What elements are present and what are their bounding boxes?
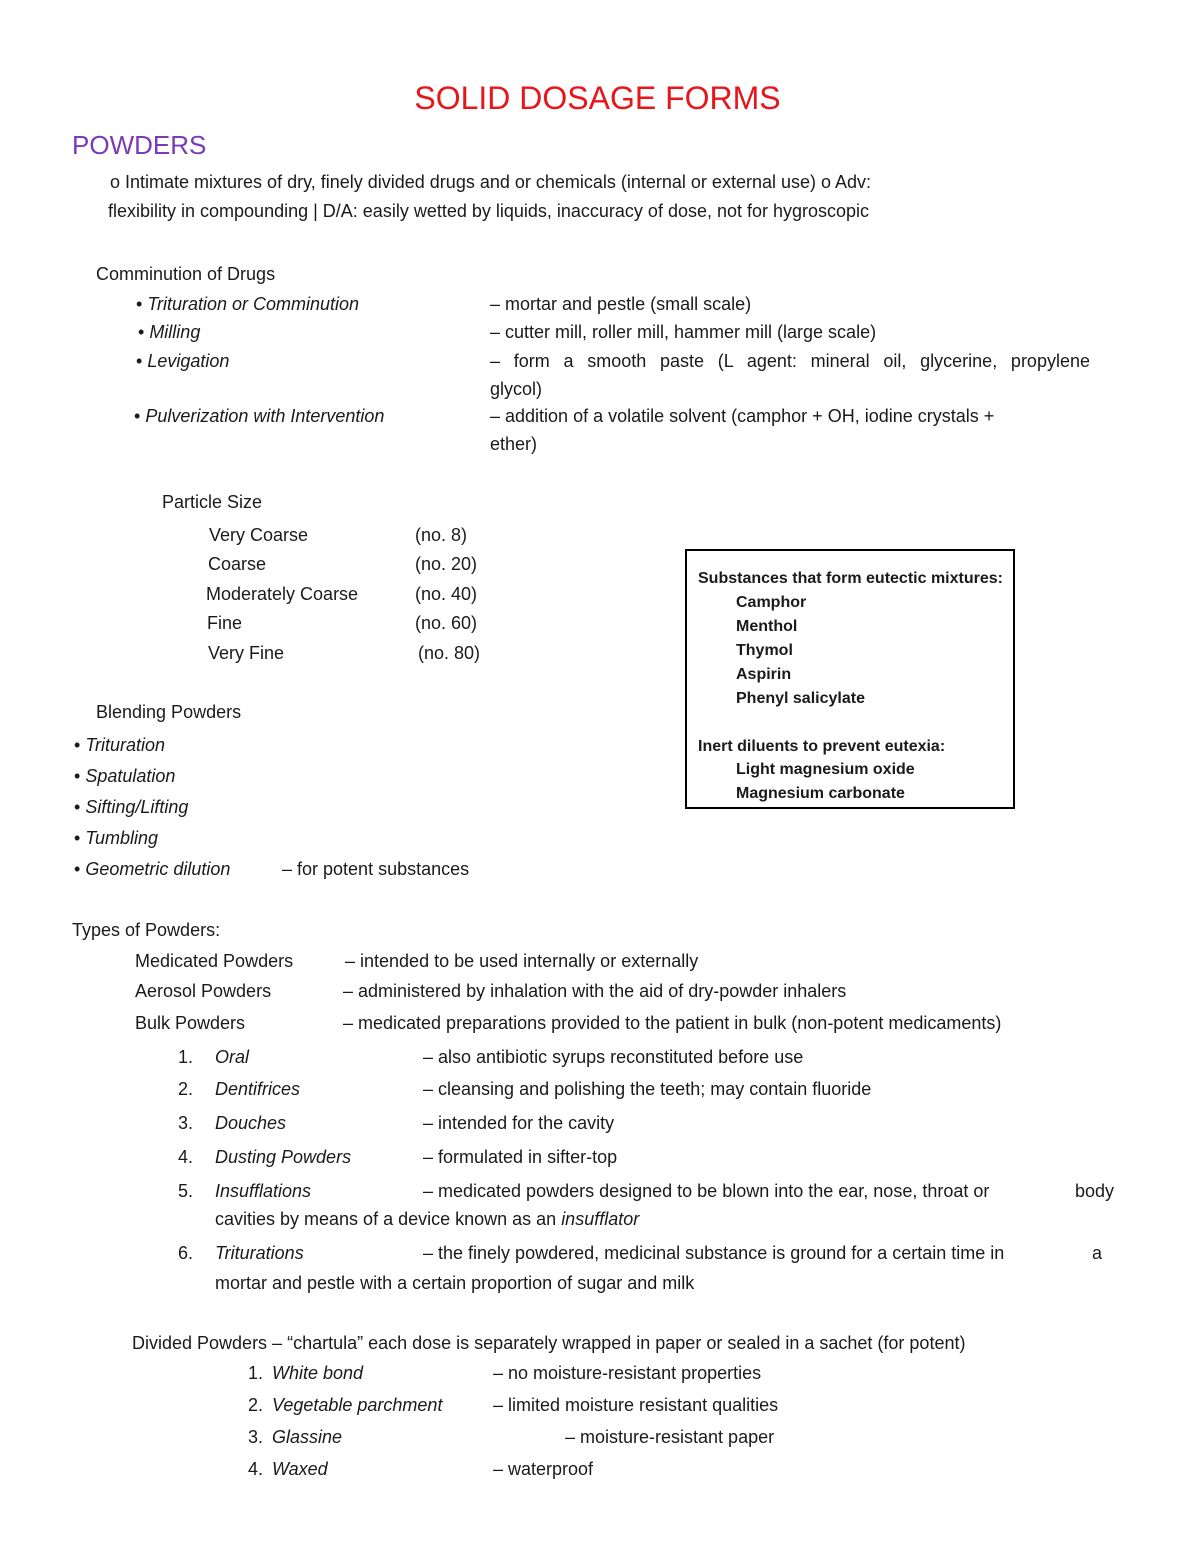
divided-item-name: Glassine [272,1427,343,1447]
bulk-item-desc-cont: cavities by means of a device known as an insufflator [215,1209,640,1229]
insufflator-term: insufflator [561,1209,640,1229]
eutectic-substance: Aspirin [736,666,792,683]
diluents-heading: Inert diluents to prevent eutexia: [698,738,946,755]
particle-size-label: Very Coarse [209,525,309,545]
divided-item-number: 2. [248,1395,264,1415]
bulk-item-desc-tail: body [1075,1181,1115,1201]
divided-item-number: 1. [248,1363,264,1383]
bulk-item-name: Dentifrices [215,1079,301,1099]
comminution-item-name: • Pulverization with Intervention [134,404,384,428]
bulk-item-desc: – formulated in sifter-top [423,1147,618,1167]
particle-size-heading: Particle Size [162,492,263,512]
intro-line-1: o Intimate mixtures of dry, finely divided drugs and or chemicals (internal or external use) o Adv: [110,172,872,192]
divided-item-desc: – moisture-resistant paper [565,1427,775,1447]
bulk-item-number: 6. [178,1243,194,1263]
bulk-item-desc: – cleansing and polishing the teeth; may contain fluoride [423,1079,872,1099]
comminution-item-desc: – form a smooth paste (L agent: mineral oil, glycerine, propylene [490,351,1090,371]
blending-item: • Spatulation [74,764,175,788]
section-heading-powders: POWDERS [72,130,207,160]
blending-item: • Tumbling [74,826,158,850]
particle-size-label: Moderately Coarse [206,584,359,604]
bulk-item-number: 1. [178,1047,194,1067]
bulk-item-desc-tail: a [1092,1243,1103,1263]
bulk-item-desc-cont: mortar and pestle with a certain proportion of sugar and milk [215,1273,695,1293]
bulk-item-desc: – intended for the cavity [423,1113,615,1133]
geometric-dilution-note: – for potent substances [282,859,470,879]
bulk-item-desc: – also antibiotic syrups reconstituted before use [423,1047,804,1067]
bulk-item-name: Oral [215,1047,250,1067]
comminution-item-desc: – addition of a volatile solvent (camphor + OH, iodine crystals + [490,406,995,426]
eutectic-substance: Phenyl salicylate [736,690,865,707]
particle-size-value: (no. 8) [415,525,468,545]
comminution-item-desc: – cutter mill, roller mill, hammer mill (large scale) [490,322,877,342]
powder-type-desc: – administered by inhalation with the aid of dry-powder inhalers [343,981,847,1001]
divided-item-desc: – no moisture-resistant properties [493,1363,762,1383]
intro-line-2: flexibility in compounding | D/A: easily wetted by liquids, inaccuracy of dose, not for hygroscopic [108,201,870,221]
eutectic-substance: Thymol [736,642,793,659]
document-title: SOLID DOSAGE FORMS [414,80,781,116]
divided-item-desc: – waterproof [493,1459,594,1479]
divided-item-number: 3. [248,1427,264,1447]
eutectic-mixtures-box [685,549,1015,809]
blending-heading: Blending Powders [96,702,242,722]
particle-size-value: (no. 60) [415,613,478,633]
comminution-item-name: • Trituration or Comminution [136,292,359,316]
bulk-item-name: Dusting Powders [215,1147,352,1167]
bulk-item-name: Insufflations [215,1181,312,1201]
particle-size-value: (no. 20) [415,554,478,574]
bulk-item-desc: – the finely powdered, medicinal substance is ground for a certain time in [423,1243,1005,1263]
bulk-item-desc: – medicated powders designed to be blown into the ear, nose, throat or [423,1181,990,1201]
bulk-item-number: 2. [178,1079,194,1099]
eutectic-substance: Menthol [736,618,798,635]
bulk-item-number: 5. [178,1181,194,1201]
blending-item: • Trituration [74,733,165,757]
particle-size-label: Fine [207,613,243,633]
comminution-item-name: • Milling [138,320,200,344]
divided-heading: Divided Powders – “chartula” each dose is separately wrapped in paper or sealed in a sachet (for potent) [132,1333,966,1353]
divided-item-name: White bond [272,1363,364,1383]
eutectic-substance: Camphor [736,594,807,611]
bulk-item-number: 4. [178,1147,194,1167]
divided-item-name: Waxed [272,1459,328,1479]
powder-type-label: Medicated Powders [135,951,294,971]
divided-item-number: 4. [248,1459,264,1479]
particle-size-value: (no. 80) [418,643,481,663]
blending-item: • Sifting/Lifting [74,795,188,819]
comminution-item-desc-cont: glycol) [490,379,543,399]
diluent-item: Light magnesium oxide [736,761,915,778]
comminution-item-desc: – mortar and pestle (small scale) [490,294,752,314]
powder-type-label: Aerosol Powders [135,981,272,1001]
blending-item: • Geometric dilution [74,857,230,881]
particle-size-value: (no. 40) [415,584,478,604]
diluent-item: Magnesium carbonate [736,785,905,802]
comminution-item-desc-cont: ether) [490,434,538,454]
powder-type-desc: – intended to be used internally or externally [345,951,699,971]
powder-type-label: Bulk Powders [135,1013,246,1033]
powder-type-desc: – medicated preparations provided to the patient in bulk (non-potent medicaments) [343,1013,1002,1033]
eutectic-heading: Substances that form eutectic mixtures: [698,570,1003,587]
bulk-item-name: Douches [215,1113,287,1133]
comminution-item-name: • Levigation [136,349,229,373]
particle-size-label: Very Fine [208,643,285,663]
divided-item-desc: – limited moisture resistant qualities [493,1395,779,1415]
comminution-heading: Comminution of Drugs [96,264,276,284]
divided-item-name: Vegetable parchment [272,1395,443,1415]
particle-size-label: Coarse [208,554,267,574]
types-heading: Types of Powders: [72,920,221,940]
bulk-item-name: Triturations [215,1243,304,1263]
bulk-item-number: 3. [178,1113,194,1133]
